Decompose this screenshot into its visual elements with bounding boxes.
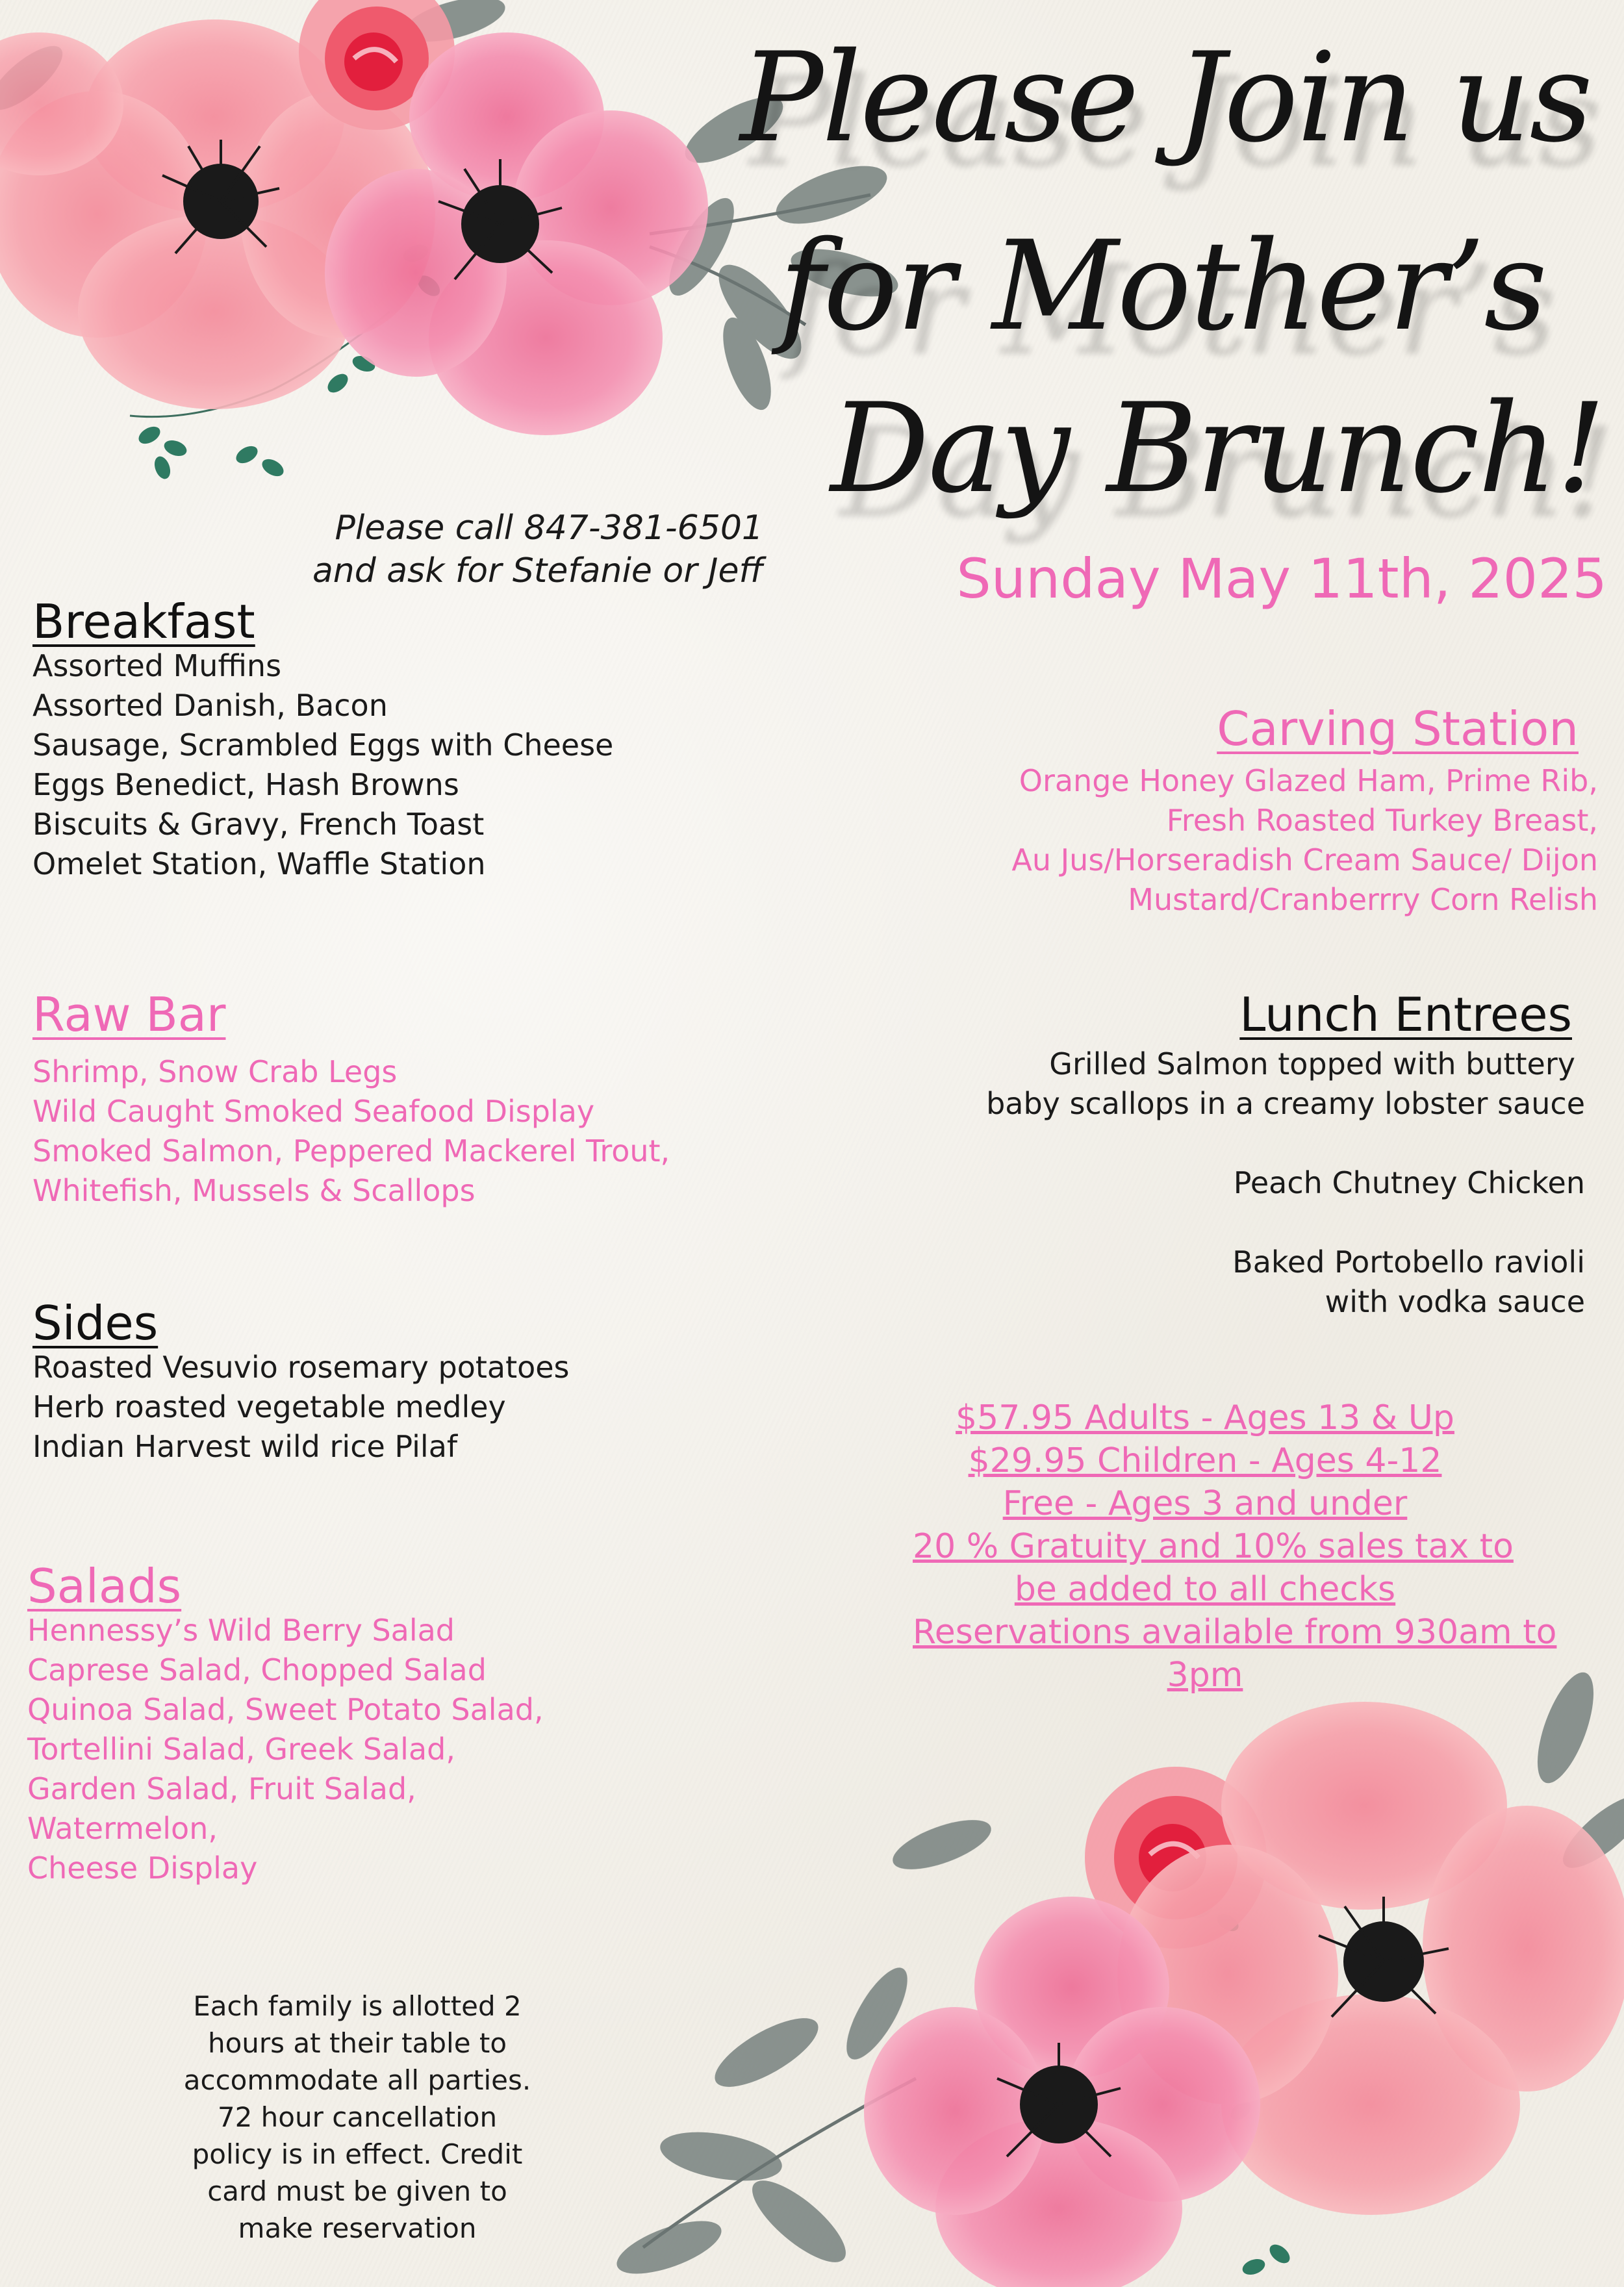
- carving-station-item: Mustard/Cranberrry Corn Relish: [1128, 882, 1598, 917]
- contact-info: [312, 507, 763, 592]
- contact-line: Please call 847-381-6501: [335, 509, 763, 548]
- contact-line: and ask for Stefanie or Jeff: [312, 551, 763, 590]
- lunch-entrees-items: [986, 1044, 1585, 1322]
- lunch-entree-item: Grilled Salmon topped with buttery: [1049, 1046, 1575, 1081]
- salads-item: Garden Salad, Fruit Salad,: [27, 1771, 416, 1806]
- salads-section: [27, 1559, 544, 1888]
- pricing-line: 3pm: [1167, 1656, 1243, 1695]
- bottom-floral-decoration: [604, 1663, 1624, 2287]
- breakfast-item: Omelet Station, Waffle Station: [32, 846, 486, 881]
- breakfast-heading: Breakfast: [32, 594, 255, 649]
- salads-heading: Salads: [27, 1559, 182, 1613]
- lunch-entree-spacer: [986, 1124, 1585, 1163]
- carving-station-item: Au Jus/Horseradish Cream Sauce/ Dijon: [1011, 842, 1598, 878]
- title-line-2: for Mother’s: [779, 214, 1546, 358]
- raw-bar-item: Smoked Salmon, Peppered Mackerel Trout,: [32, 1133, 670, 1169]
- raw-bar-section: [32, 987, 670, 1211]
- lunch-entree-item: Peach Chutney Chicken: [1233, 1165, 1585, 1200]
- raw-bar-item: Shrimp, Snow Crab Legs: [32, 1054, 398, 1089]
- policy-line: hours at their table to: [207, 2027, 507, 2059]
- salads-item: Tortellini Salad, Greek Salad,: [27, 1732, 455, 1767]
- sides-item: Herb roasted vegetable medley: [32, 1389, 506, 1424]
- carving-station-heading: Carving Station: [1217, 701, 1579, 756]
- breakfast-item: Eggs Benedict, Hash Browns: [32, 767, 459, 802]
- lunch-entrees-section: [986, 987, 1585, 1322]
- sides-item: Indian Harvest wild rice Pilaf: [32, 1429, 458, 1464]
- raw-bar-item: Whitefish, Mussels & Scallops: [32, 1173, 476, 1208]
- breakfast-item: Sausage, Scrambled Eggs with Cheese: [32, 727, 614, 763]
- breakfast-item: Biscuits & Gravy, French Toast: [32, 807, 485, 842]
- policy-line: Each family is allotted 2: [193, 1990, 522, 2022]
- carving-station-item: Fresh Roasted Turkey Breast,: [1166, 803, 1598, 838]
- policy-line: make reservation: [238, 2212, 477, 2244]
- salads-item: Caprese Salad, Chopped Salad: [27, 1652, 487, 1687]
- salads-items: [27, 1611, 544, 1888]
- title-line-3: Day Brunch!: [830, 377, 1605, 520]
- sides-section: [32, 1296, 570, 1467]
- lunch-entree-item: baby scallops in a creamy lobster sauce: [986, 1086, 1585, 1121]
- pricing-line: 20 % Gratuity and 10% sales tax to: [913, 1527, 1514, 1566]
- breakfast-item: Assorted Danish, Bacon: [32, 688, 388, 723]
- policy-line: accommodate all parties.: [183, 2064, 531, 2096]
- carving-station-items: [1011, 761, 1598, 920]
- lunch-entree-item: Baked Portobello ravioli: [1232, 1245, 1585, 1280]
- title-line-1: Please Join us: [740, 26, 1592, 170]
- sides-items: [32, 1348, 570, 1467]
- salads-item: Watermelon,: [27, 1811, 218, 1846]
- policy-line: card must be given to: [207, 2175, 507, 2207]
- lunch-entree-item: with vodka sauce: [1325, 1284, 1585, 1319]
- breakfast-item: Assorted Muffins: [32, 648, 282, 683]
- policy-line: policy is in effect. Credit: [192, 2138, 523, 2170]
- policy-note: [162, 1988, 552, 2247]
- salads-item: Quinoa Salad, Sweet Potato Salad,: [27, 1692, 544, 1727]
- pricing-line: be added to all checks: [1014, 1570, 1396, 1609]
- raw-bar-item: Wild Caught Smoked Seafood Display: [32, 1094, 595, 1129]
- pricing-line: $57.95 Adults - Ages 13 & Up: [956, 1398, 1454, 1437]
- pricing-line: Free - Ages 3 and under: [1002, 1484, 1408, 1523]
- event-date: Sunday May 11th, 2025: [956, 547, 1607, 611]
- lunch-entree-spacer: [986, 1203, 1585, 1243]
- breakfast-section: [32, 594, 613, 884]
- salads-item: Cheese Display: [27, 1851, 258, 1886]
- pricing-block: [913, 1396, 1557, 1697]
- sides-heading: Sides: [32, 1296, 159, 1350]
- breakfast-items: [32, 646, 613, 884]
- lunch-entrees-heading: Lunch Entrees: [1239, 987, 1572, 1042]
- pricing-line: $29.95 Children - Ages 4-12: [968, 1441, 1442, 1480]
- sides-item: Roasted Vesuvio rosemary potatoes: [32, 1350, 570, 1385]
- pricing-line: Reservations available from 930am to: [913, 1613, 1557, 1652]
- salads-item: Hennessy’s Wild Berry Salad: [27, 1613, 455, 1648]
- carving-station-item: Orange Honey Glazed Ham, Prime Rib,: [1019, 763, 1598, 798]
- carving-station-section: [1011, 701, 1598, 920]
- raw-bar-items: [32, 1052, 670, 1211]
- raw-bar-heading: Raw Bar: [32, 987, 226, 1042]
- policy-line: 72 hour cancellation: [217, 2101, 498, 2133]
